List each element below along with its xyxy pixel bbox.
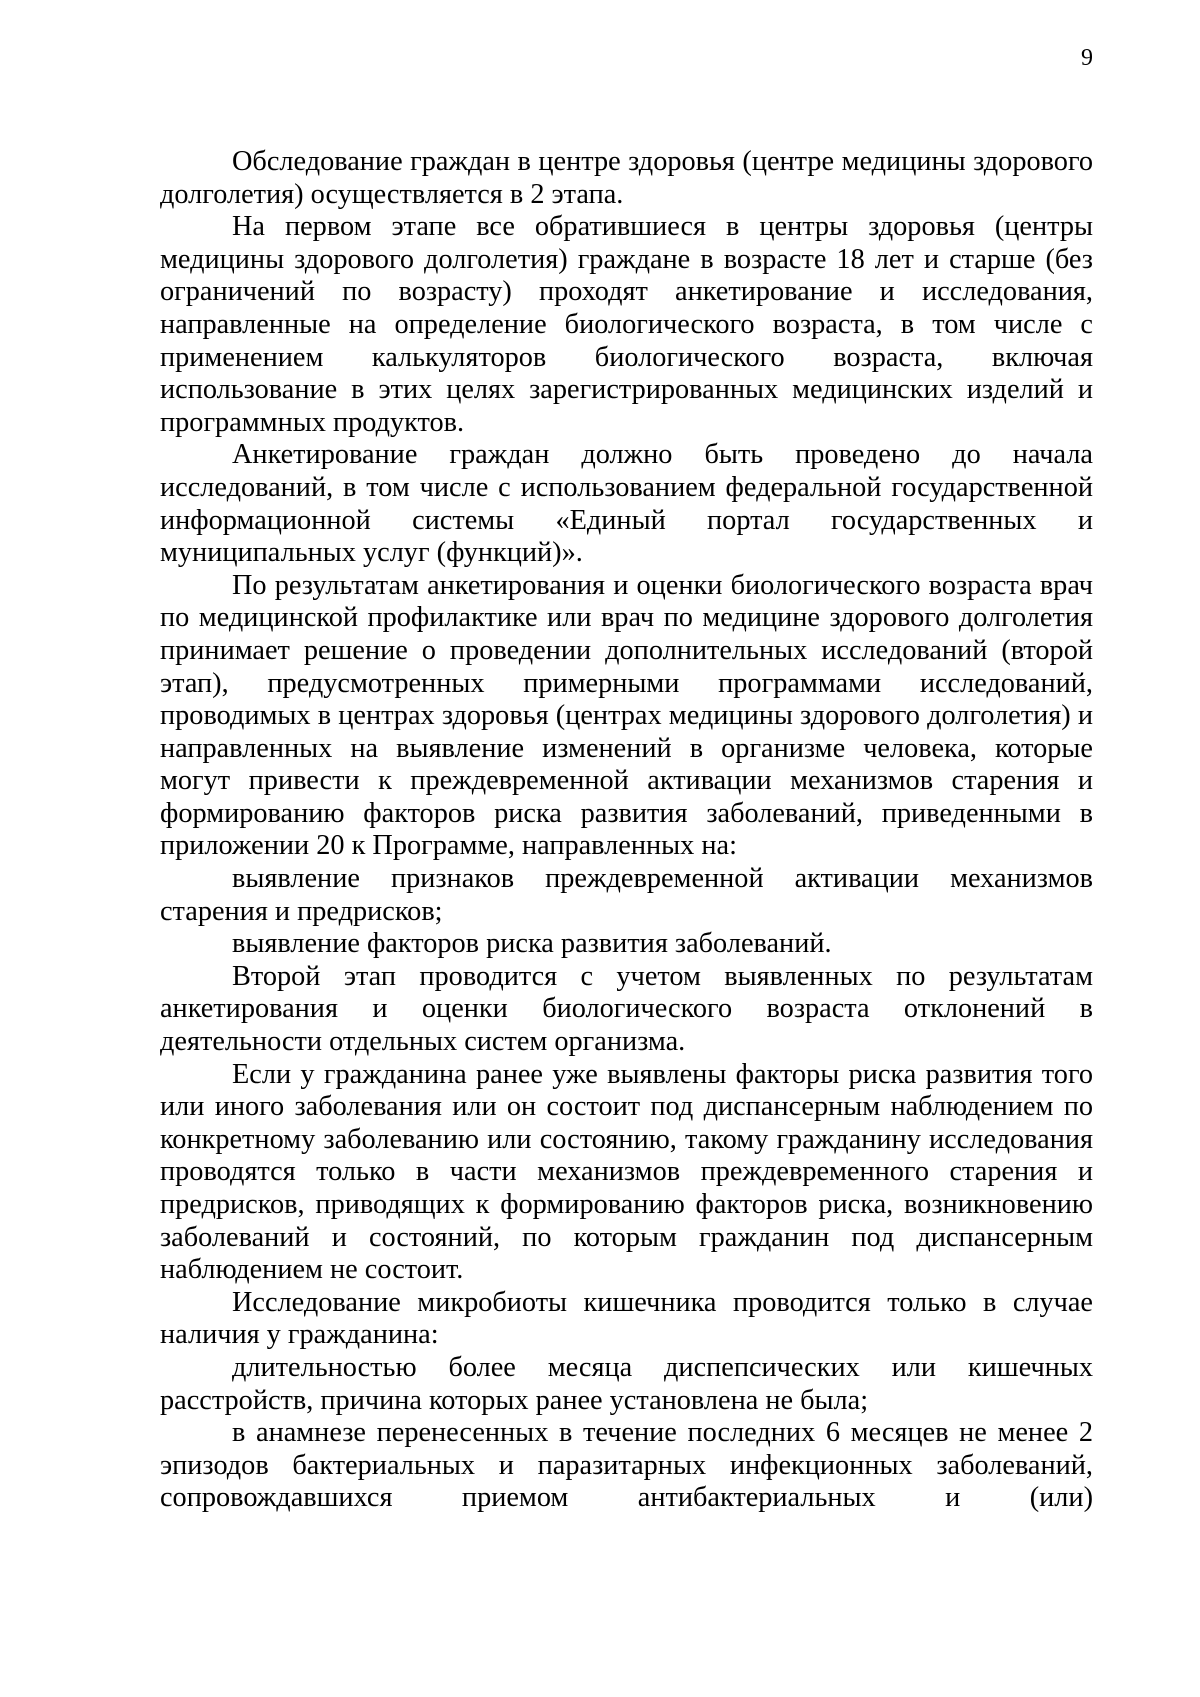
paragraph-existing-risk: Если у гражданина ранее уже выявлены факторы риска развития того или иного заболевания или он состоит под диспансерным наблюдением по конкретному заболеванию или состоянию, такому гражданину исследования проводятся только в части механизмов преждевременного старения и предрисков, приводящих к формированию факторов риска, возникновению заболеваний и состояний, по которым гражданин под диспансерным наблюдением не состоит. bbox=[160, 1058, 1093, 1286]
paragraph-survey-stages: Обследование граждан в центре здоровья (центре медицины здорового долголетия) осуществляется в 2 этапа. bbox=[160, 146, 1093, 210]
paragraph-second-stage: Второй этап проводится с учетом выявленных по результатам анкетирования и оценки биологического возраста отклонений в деятельности отдельных систем организма. bbox=[160, 960, 1093, 1058]
page-number: 9 bbox=[1081, 45, 1093, 71]
paragraph-aging-signs: выявление признаков преждевременной активации механизмов старения и предрисков; bbox=[160, 863, 1093, 927]
paragraph-risk-factors: выявление факторов риска развития заболеваний. bbox=[232, 928, 832, 960]
paragraph-doctor-decision: По результатам анкетирования и оценки биологического возраста врач по медицинской профилактике или врач по медицине здорового долголетия принимает решение о проведении дополнительных исследований (второй этап), предусмотренных примерными программами исследований, проводимых в центрах здоровья (центрах медицины здорового долголетия) и направленных на выявление изменений в организме человека, которые могут привести к преждевременной активации механизмов старения и формированию факторов риска развития заболеваний, приведенными в приложении 20 к Программе, направленных на: bbox=[160, 569, 1093, 862]
paragraph-first-stage: На первом этапе все обратившиеся в центры здоровья (центры медицины здорового долголетия) граждане в возрасте 18 лет и старше (без ограничений по возрасту) проходят анкетирование и исследования, направленные на определение биологического возраста, в том числе с применением калькуляторов биологического возраста, включая использование в этих целях зарегистрированных медицинских изделий и программных продуктов. bbox=[160, 211, 1093, 438]
paragraph-anamnesis: в анамнезе перенесенных в течение последних 6 месяцев не менее 2 эпизодов бактериальных и паразитарных инфекционных заболеваний, сопровождавшихся приемом антибактериальных и (или) bbox=[160, 1417, 1093, 1514]
document-body bbox=[160, 146, 1093, 1515]
paragraph-disorders: длительностью более месяца диспепсических или кишечных расстройств, причина которых ранее установлена не была; bbox=[160, 1351, 1093, 1416]
paragraph-questionnaire: Анкетирование граждан должно быть проведено до начала исследований, в том числе с использованием федеральной государственной информационной системы «Единый портал государственных и муниципальных услуг (функций)». bbox=[160, 439, 1093, 569]
paragraph-microbiota: Исследование микробиоты кишечника проводится только в случае наличия у гражданина: bbox=[160, 1286, 1093, 1351]
